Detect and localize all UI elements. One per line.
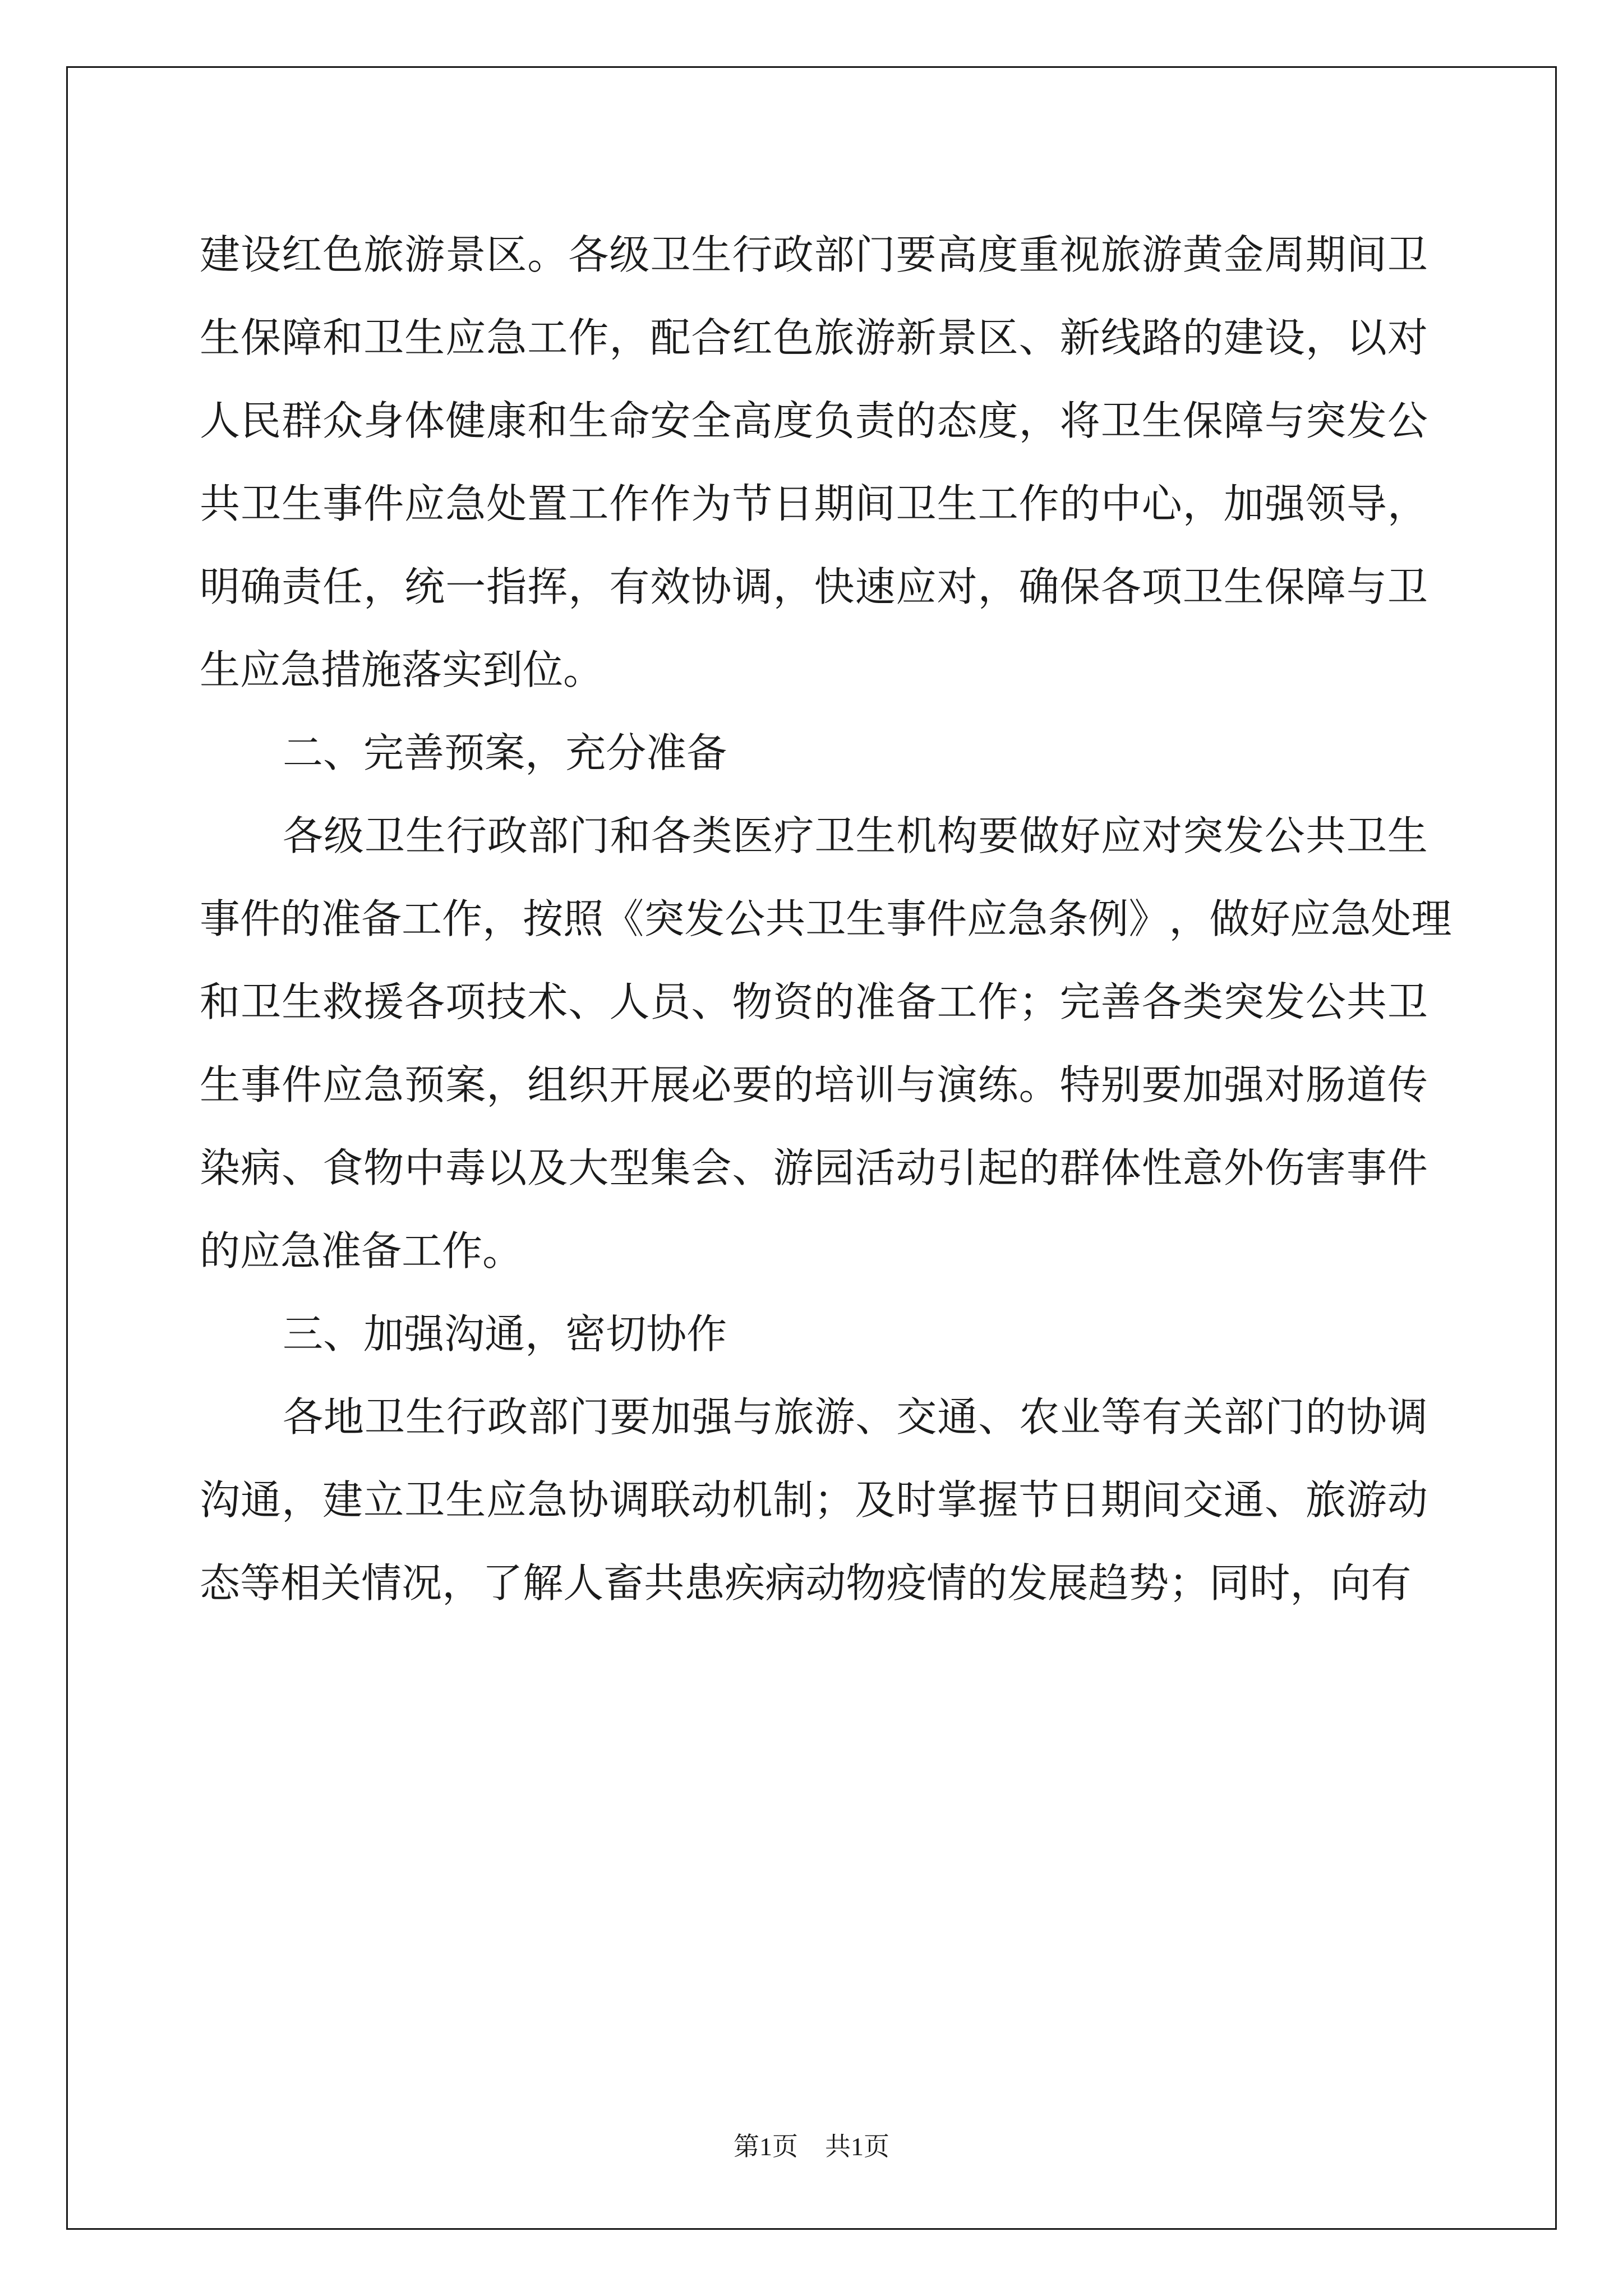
- text-line: 生 事 件 应 急 预 案 ， 组 织 开 展 必 要 的 培 训 与 演 练 。 特 别 要 加 强 对 肠 道 传: [200, 1061, 1428, 1108]
- text-line: 事 件 的 准 备 工 作 ， 按 照 《 突 发 公 共 卫 生 事 件 应 急 条 例 》 ， 做 好 应 急 处 理: [200, 895, 1452, 942]
- page-footer: [0, 2126, 1623, 2163]
- text-line: 各 级 卫 生 行 政 部 门 和 各 类 医 疗 卫 生 机 构 要 做 好 应 对 突 发 公 共 卫 生: [283, 812, 1428, 859]
- text-line: 明 确 责 任 ， 统 一 指 挥 ， 有 效 协 调 ， 快 速 应 对 ， 确 保 各 项 卫 生 保 障 与 卫: [200, 563, 1428, 610]
- text-line: 三 、 加 强 沟 通 ， 密 切 协 作: [283, 1310, 727, 1358]
- text-line: 的 应 急 准 备 工 作 。: [200, 1227, 523, 1274]
- text-line: 态 等 相 关 情 况 ， 了 解 人 畜 共 患 疾 病 动 物 疫 情 的 发 展 趋 势 ； 同 时 ， 向 有: [200, 1559, 1412, 1607]
- text-line: 和 卫 生 救 援 各 项 技 术 、 人 员 、 物 资 的 准 备 工 作 ； 完 善 各 类 突 发 公 共 卫: [200, 978, 1428, 1025]
- document-body: [200, 213, 1452, 1625]
- text-line: 染 病 、 食 物 中 毒 以 及 大 型 集 会 、 游 园 活 动 引 起 的 群 体 性 意 外 伤 害 事 件: [200, 1144, 1428, 1191]
- page-total: 共1页: [825, 2132, 889, 2161]
- text-line: 人 民 群 众 身 体 健 康 和 生 命 安 全 高 度 负 责 的 态 度 ， 将 卫 生 保 障 与 突 发 公: [200, 397, 1428, 444]
- text-line: 生 应 急 措 施 落 实 到 位 。: [200, 646, 604, 693]
- text-line: 各 地 卫 生 行 政 部 门 要 加 强 与 旅 游 、 交 通 、 农 业 等 有 关 部 门 的 协 调: [283, 1393, 1428, 1441]
- text-line: 共 卫 生 事 件 应 急 处 置 工 作 作 为 节 日 期 间 卫 生 工 作 的 中 心 ， 加 强 领 导 ，: [200, 480, 1428, 527]
- text-line: 二 、 完 善 预 案 ， 充 分 准 备: [283, 729, 727, 776]
- text-line: 建 设 红 色 旅 游 景 区 。 各 级 卫 生 行 政 部 门 要 高 度 重 视 旅 游 黄 金 周 期 间 卫: [200, 231, 1428, 278]
- text-line: 沟 通 ， 建 立 卫 生 应 急 协 调 联 动 机 制 ； 及 时 掌 握 节 日 期 间 交 通 、 旅 游 动: [200, 1476, 1428, 1524]
- text-line: 生 保 障 和 卫 生 应 急 工 作 ， 配 合 红 色 旅 游 新 景 区 、 新 线 路 的 建 设 ， 以 对: [200, 314, 1428, 361]
- page-number: 第1页: [734, 2132, 798, 2161]
